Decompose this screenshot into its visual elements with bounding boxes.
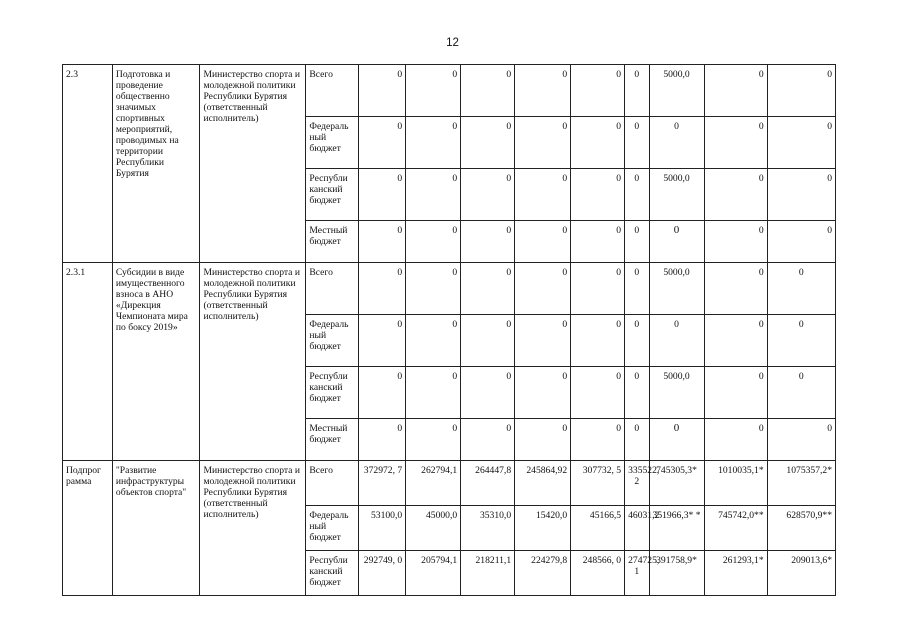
funding-source: Федераль ный бюджет — [306, 506, 359, 551]
value-cell: 0 — [359, 315, 406, 367]
value-cell: 0 — [625, 315, 649, 367]
row-executor: Министерство спорта и молодежной политики Республики Бурятия (ответственный исполнитель) — [200, 461, 306, 596]
value-cell: 0 — [704, 315, 767, 367]
value-cell: 0 — [767, 221, 835, 263]
value-cell: 0 — [704, 169, 767, 221]
value-cell: 0 — [515, 221, 571, 263]
value-cell: 0 — [461, 263, 515, 315]
value-cell: 0 — [359, 221, 406, 263]
value-cell: 0 — [515, 117, 571, 169]
value-cell: 0 — [515, 367, 571, 419]
value-cell: 209013,6* — [767, 551, 835, 596]
value-cell: 0 — [461, 65, 515, 117]
row-executor: Министерство спорта и молодежной политики Республики Бурятия (ответственный исполнитель) — [200, 263, 306, 461]
value-cell: 0 — [625, 263, 649, 315]
value-cell: 307732, 5 — [571, 461, 625, 506]
funding-source: Всего — [306, 461, 359, 506]
funding-source: Всего — [306, 263, 359, 315]
value-cell: 0 — [767, 367, 835, 419]
funding-source: Федераль ный бюджет — [306, 315, 359, 367]
value-cell: 0 — [406, 221, 461, 263]
value-cell: 745305,3* — [649, 461, 704, 506]
row-name: "Развитие инфраструктуры объектов спорта" — [112, 461, 200, 596]
value-cell: 0 — [406, 315, 461, 367]
funding-source: Республи канский бюджет — [306, 169, 359, 221]
value-cell: 0 — [359, 117, 406, 169]
value-cell: 0 — [625, 169, 649, 221]
value-cell: 218211,1 — [461, 551, 515, 596]
table-row — [63, 461, 836, 506]
value-cell: 0 — [704, 117, 767, 169]
row-code: 2.3.1 — [63, 263, 113, 461]
value-cell: 0 — [461, 419, 515, 461]
value-cell: 1075357,2* — [767, 461, 835, 506]
value-cell: 0 — [461, 315, 515, 367]
table-row — [63, 263, 836, 315]
row-executor: Министерство спорта и молодежной политики Республики Бурятия (ответственный исполнитель) — [200, 65, 306, 263]
value-cell: 0 — [571, 315, 625, 367]
value-cell: 0 — [571, 419, 625, 461]
value-cell: 0 — [515, 263, 571, 315]
value-cell: 0 — [406, 367, 461, 419]
value-cell: 0 — [625, 221, 649, 263]
funding-source: Местный бюджет — [306, 419, 359, 461]
value-cell: 292749, 0 — [359, 551, 406, 596]
value-cell: 0 — [704, 263, 767, 315]
value-cell: 0 — [359, 169, 406, 221]
value-cell: 0 — [704, 65, 767, 117]
value-cell: 0 — [649, 221, 704, 263]
value-cell: 0 — [625, 65, 649, 117]
value-cell: 5000,0 — [649, 367, 704, 419]
value-cell: 0 — [461, 117, 515, 169]
value-cell: 0 — [704, 419, 767, 461]
value-cell: 0 — [767, 65, 835, 117]
value-cell: 0 — [649, 117, 704, 169]
value-cell: 0 — [767, 315, 835, 367]
value-cell: 0 — [406, 419, 461, 461]
value-cell: 0 — [625, 367, 649, 419]
value-cell: 46031,2 — [625, 506, 649, 551]
value-cell: 0 — [359, 419, 406, 461]
value-cell: 0 — [571, 263, 625, 315]
value-cell: 5000,0 — [649, 263, 704, 315]
value-cell: 45000,0 — [406, 506, 461, 551]
row-name: Субсидии в виде имущественного взноса в АНО «Дирекция Чемпионата мира по боксу 2019» — [112, 263, 200, 461]
budget-table — [62, 64, 836, 596]
value-cell: 0 — [461, 367, 515, 419]
value-cell: 0 — [704, 367, 767, 419]
value-cell: 0 — [461, 221, 515, 263]
table-row — [63, 65, 836, 117]
funding-source: Республи канский бюджет — [306, 367, 359, 419]
value-cell: 264447,8 — [461, 461, 515, 506]
value-cell: 245864,92 — [515, 461, 571, 506]
value-cell: 0 — [515, 65, 571, 117]
funding-source: Республи канский бюджет — [306, 551, 359, 596]
value-cell: 0 — [406, 263, 461, 315]
value-cell: 335522, 2 — [625, 461, 649, 506]
value-cell: 1010035,1* — [704, 461, 767, 506]
value-cell: 0 — [625, 117, 649, 169]
value-cell: 0 — [649, 315, 704, 367]
value-cell: 53100,0 — [359, 506, 406, 551]
value-cell: 5000,0 — [649, 169, 704, 221]
value-cell: 35310,0 — [461, 506, 515, 551]
value-cell: 15420,0 — [515, 506, 571, 551]
value-cell: 261293,1* — [704, 551, 767, 596]
value-cell: 391758,9* — [649, 551, 704, 596]
value-cell: 0 — [767, 419, 835, 461]
value-cell: 0 — [515, 169, 571, 221]
page-number: 12 — [446, 37, 459, 49]
value-cell: 0 — [359, 367, 406, 419]
value-cell: 0 — [515, 419, 571, 461]
row-code: Подпрог рамма — [63, 461, 113, 596]
value-cell: 372972, 7 — [359, 461, 406, 506]
value-cell: 224279,8 — [515, 551, 571, 596]
value-cell: 0 — [406, 169, 461, 221]
value-cell: 0 — [571, 169, 625, 221]
funding-source: Федераль ный бюджет — [306, 117, 359, 169]
value-cell: 0 — [406, 65, 461, 117]
value-cell: 0 — [625, 419, 649, 461]
funding-source: Всего — [306, 65, 359, 117]
value-cell: 5000,0 — [649, 65, 704, 117]
value-cell: 262794,1 — [406, 461, 461, 506]
value-cell: 628570,9** — [767, 506, 835, 551]
value-cell: 0 — [461, 169, 515, 221]
value-cell: 0 — [767, 263, 835, 315]
value-cell: 0 — [571, 367, 625, 419]
value-cell: 0 — [359, 65, 406, 117]
value-cell: 45166,5 — [571, 506, 625, 551]
value-cell: 0 — [704, 221, 767, 263]
value-cell: 274725, 1 — [625, 551, 649, 596]
row-code: 2.3 — [63, 65, 113, 263]
value-cell: 0 — [515, 315, 571, 367]
value-cell: 351966,3* * — [649, 506, 704, 551]
value-cell: 248566, 0 — [571, 551, 625, 596]
row-name: Подготовка и проведение общественно значимых спортивных мероприятий, проводимых на территории Республики Бурятия — [112, 65, 200, 263]
value-cell: 0 — [571, 65, 625, 117]
value-cell: 0 — [767, 117, 835, 169]
value-cell: 0 — [649, 419, 704, 461]
value-cell: 0 — [359, 263, 406, 315]
value-cell: 745742,0** — [704, 506, 767, 551]
value-cell: 0 — [571, 221, 625, 263]
funding-source: Местный бюджет — [306, 221, 359, 263]
table-body — [63, 65, 836, 596]
value-cell: 0 — [571, 117, 625, 169]
value-cell: 0 — [767, 169, 835, 221]
value-cell: 205794,1 — [406, 551, 461, 596]
value-cell: 0 — [406, 117, 461, 169]
